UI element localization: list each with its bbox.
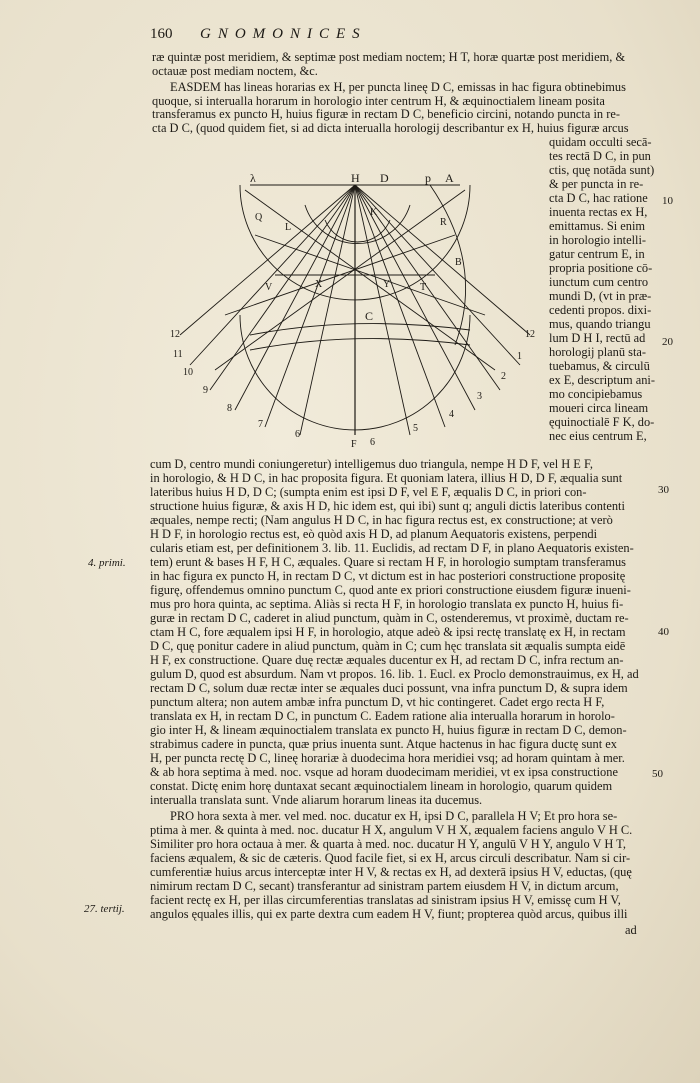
hour-numeral: 7 [258,419,263,430]
text-line: gio inter H, & lineam æquinoctialem translata ex puncto H, huius figuræ in rectam D C, demon- [150,723,627,737]
text-line: H, per puncta rectę D C, lineę horariæ à duodecima hora meridiei vsq; ad horam quintam à mer. [150,751,625,765]
text-line: octauæ post mediam noctem, &c. [152,64,318,78]
figure-letter: Y [383,279,391,290]
side-text-line: tes rectā D C, in pun [549,149,651,163]
text-line: faciens æqualem, & sic de cæteris. Quod facile fiet, si ex H, arcus circuli describatur. Nam si cir- [150,851,631,865]
text-line: & ab hora septima à med. noc. vsque ad horam duodecimam meridiei, vt ex ipsa constructione [150,765,618,779]
text-line: H D F, in horologio rectus est, eò quòd axis H D, ad planum Aequatoris existens, perpendi [150,527,598,541]
text-line: in horologio, & H D C, in hac proposita figura. Et quoniam latera, illius H D, D F, æqualia sunt [150,471,623,485]
hour-numeral: 8 [227,403,232,414]
hour-numeral: 6 [295,429,300,440]
text-line: quoque, si interualla horarum in horologio inter centrum H, & æquinoctialem lineam posita [152,94,605,108]
hour-numeral: 6 [370,437,375,448]
text-line: ræ quintæ post meridiem, & septimæ post mediam noctem; H T, horæ quartæ post meridiem, & [152,50,626,64]
hour-line [180,185,355,335]
side-text-line: inuenta rectas ex H, [549,205,648,219]
hour-numeral: 3 [477,391,482,402]
running-head: GNOMONICES [200,26,367,42]
page-number: 160 [150,26,173,42]
text-line: structione huius figuræ, & axis H D, hic idem est, qui ibi) sunt q; anguli dictis lateribus contenti [150,499,625,513]
figure-letter: X [315,279,323,290]
text-line: cumferentiæ huius arcus interceptæ inter H V, & rectas ex H, ad dexterā ipsius H V, eductas, (quę [150,865,632,879]
side-text-line: nec eius centrum E, [549,429,647,443]
side-text-line: quidam occulti secā- [549,135,652,149]
text-line: interualla translata sunt. Vnde aliarum horarum lineas ita ducemus. [150,793,483,807]
side-text-line: cedenti propos. dixi- [549,303,652,317]
text-line: figurę, offendemus omnino punctum C, quod ante ex priori constructione eiusdem figuræ inueni- [150,583,631,597]
equinoctial-line-bottom [250,339,470,350]
figure-letter: F [351,439,357,450]
text-line: ptima à mer. & quinta à med. noc. ducatur H X, angulum V H X, æqualem faciens angulo V H C. [150,823,633,837]
text-line: nimirum rectam D C, secant) transferantur ad sinistram partem eiusdem H V, in dictum arcum, [150,879,619,893]
text-line: EASDEM has lineas horarias ex H, per puncta lineę D C, emissas in hac figura obtinebimus [170,80,626,94]
text-line: ctam H C, fore æqualem ipsi H F, in horologio, atque adeò & ipsi rectę translatę ex H, in rectam [150,625,626,639]
text-line: D C, quę ponitur cadere in aliud punctum, quàm in C; cum hęc translata sit æqualis sumpta eidē [150,639,626,653]
side-text-line: emittamus. Si enim [549,219,646,233]
side-text-line: mus, quando triangu [549,317,651,331]
side-text-line: in horologio intelli- [549,233,647,247]
hour-numeral: 10 [183,367,193,378]
hour-numeral: 1 [517,351,522,362]
hour-numeral: 12 [525,329,535,340]
text-line: PRO hora sexta à mer. vel med. noc. ducatur ex H, ipsi D C, parallela H V; Et pro hora se- [170,809,618,823]
side-text-line: moueri circa lineam [549,401,649,415]
text-line: guræ in rectam D C, caderet in aliud punctum, quàm in C, ostenderemus, vt proximè, ductam re- [150,611,629,625]
side-text-line: propria positione cō- [549,261,653,275]
text-line: rectam D C, solum duæ rectæ inter se æquales duci possunt, vna infra punctum D, & supra idem [150,681,628,695]
side-text-line: mo concipiebamus [549,387,643,401]
side-text-line: ęquinoctialē F K, do- [549,415,655,429]
hour-numeral: 9 [203,385,208,396]
figure-letter: B [455,257,462,268]
hour-numeral: 4 [449,409,454,420]
text-line: H F, ex constructione. Quare duę rectæ æquales ducentur ex H, ad rectam D C, infra rectum an- [150,653,624,667]
figure-letter: Q [255,212,263,223]
sundial-diagram [155,165,550,450]
side-text-line: & per puncta in re- [549,177,644,191]
side-text-line: mundi D, (vt in præ- [549,289,652,303]
margin-note: 27. tertij. [84,903,125,915]
figure-letter: λ [250,171,256,185]
side-text-line: iunctum cum centro [549,275,649,289]
text-line: constat. Dictę enim horę duntaxat secant æquinoctialem lineam in horologio, quarum quidem [150,779,613,793]
hour-numeral: 11 [173,349,183,360]
text-line: angulos ęquales illis, qui ex parte dextra cum eadem H V, fiunt; propterea quòd arcus, quibus illi [150,907,628,921]
line-number: 40 [658,626,669,638]
hour-line [355,185,475,410]
sundial-figure [155,165,550,450]
text-line: strabimus cadere in puncta, quæ prius inuenta sunt. Atque hactenus in hac figura ductę sunt ex [150,737,617,751]
hour-numeral: 2 [501,371,506,382]
text-line: Similiter pro hora octaua à mer. & quarta à med. noc. ducatur H Y, angulū V H Y, angulo V H T, [150,837,626,851]
side-text-line: cta D C, hac ratione [549,191,648,205]
page-header [150,26,570,46]
side-text-line: ex E, descriptum ani- [549,373,655,387]
line-number: 10 [662,195,673,207]
figure-letter: H [351,171,360,185]
diagonal-line [215,190,465,370]
text-line: æquales, nempe recti; (Nam angulus H D C, in hac figura rectus est, ex constructione; at verò [150,513,613,527]
equinoctial-line-top [250,324,470,335]
side-text-line: gatur centrum E, in [549,247,645,261]
text-line: cularis etiam est, per definitionem 3. lib. 11. Euclidis, ad rectam D F, in plano Aequatoris existen- [150,541,634,555]
side-text-line: tuebamus, & circulū [549,359,650,373]
figure-letter: L [285,222,292,233]
side-text-line: horologij planū sta- [549,345,647,359]
line-number: 20 [662,336,673,348]
figure-letter: V [265,282,273,293]
text-line: in hac figura ex puncto H, in rectam D C, vt dictum est in hac posteriori constructione propositę [150,569,626,583]
side-text-line: ctis, quę notāda sunt) [549,163,655,177]
text-line: gulum D, quod est absurdum. Nam vt propos. 16. lib. 1. Eucl. ex Proclo demonstrauimus, ex H, ad [150,667,639,681]
side-text-line: lum D H I, rectū ad [549,331,646,345]
text-line: lateribus huius H D, D C; (sumpta enim est ipsi D F, vel E F, æqualis D C, in priori con- [150,485,587,499]
figure-letter: p [425,171,431,185]
text-line: facient rectę ex H, per illas circumferentias translatas ad sinistram ipsius H V, emissę cum H V, [150,893,621,907]
catchword: ad [625,923,637,937]
text-line: mus pro hora quinta, ac septima. Aliàs si recta H F, in horologio translata ex puncto H, huius fi- [150,597,624,611]
figure-letter: R [440,217,447,228]
text-line: punctum altera; non autem ambæ infra punctum D, vt hic contingeret. Cadet ergo recta H F, [150,695,605,709]
hour-line [210,185,355,390]
hour-line [235,185,355,410]
text-line: cum D, centro mundi coniungeretur) intelligemus duo triangula, nempe H D F, vel H E F, [150,457,593,471]
text-line: transferamus ex puncto H, huius figuræ in rectam D C, beneficio circini, notando puncta in re- [152,107,620,121]
hour-line [355,185,530,335]
text-line: translata ex H, in rectam D C, in punctum C. Eadem ratione alia interualla horarum in horolo- [150,709,615,723]
figure-letter: T [420,282,427,293]
figure-letter: K [370,207,378,218]
text-line: tem) erunt & bases H F, H C, æquales. Quare si rectam H F, in horologio sumptam transferamus [150,555,626,569]
figure-letter: D [380,171,389,185]
line-number: 50 [652,768,663,780]
hour-numeral: 12 [170,329,180,340]
text-line: cta D C, (quod quidem fiet, si ad dicta interualla horologij describantur ex H, huius figuræ arcus [152,121,629,135]
margin-note: 4. primi. [88,557,126,569]
inner-arc [305,205,410,244]
figure-letter: A [445,171,454,185]
line-number: 30 [658,484,669,496]
figure-letter: C [365,309,374,323]
hour-numeral: 5 [413,423,418,434]
